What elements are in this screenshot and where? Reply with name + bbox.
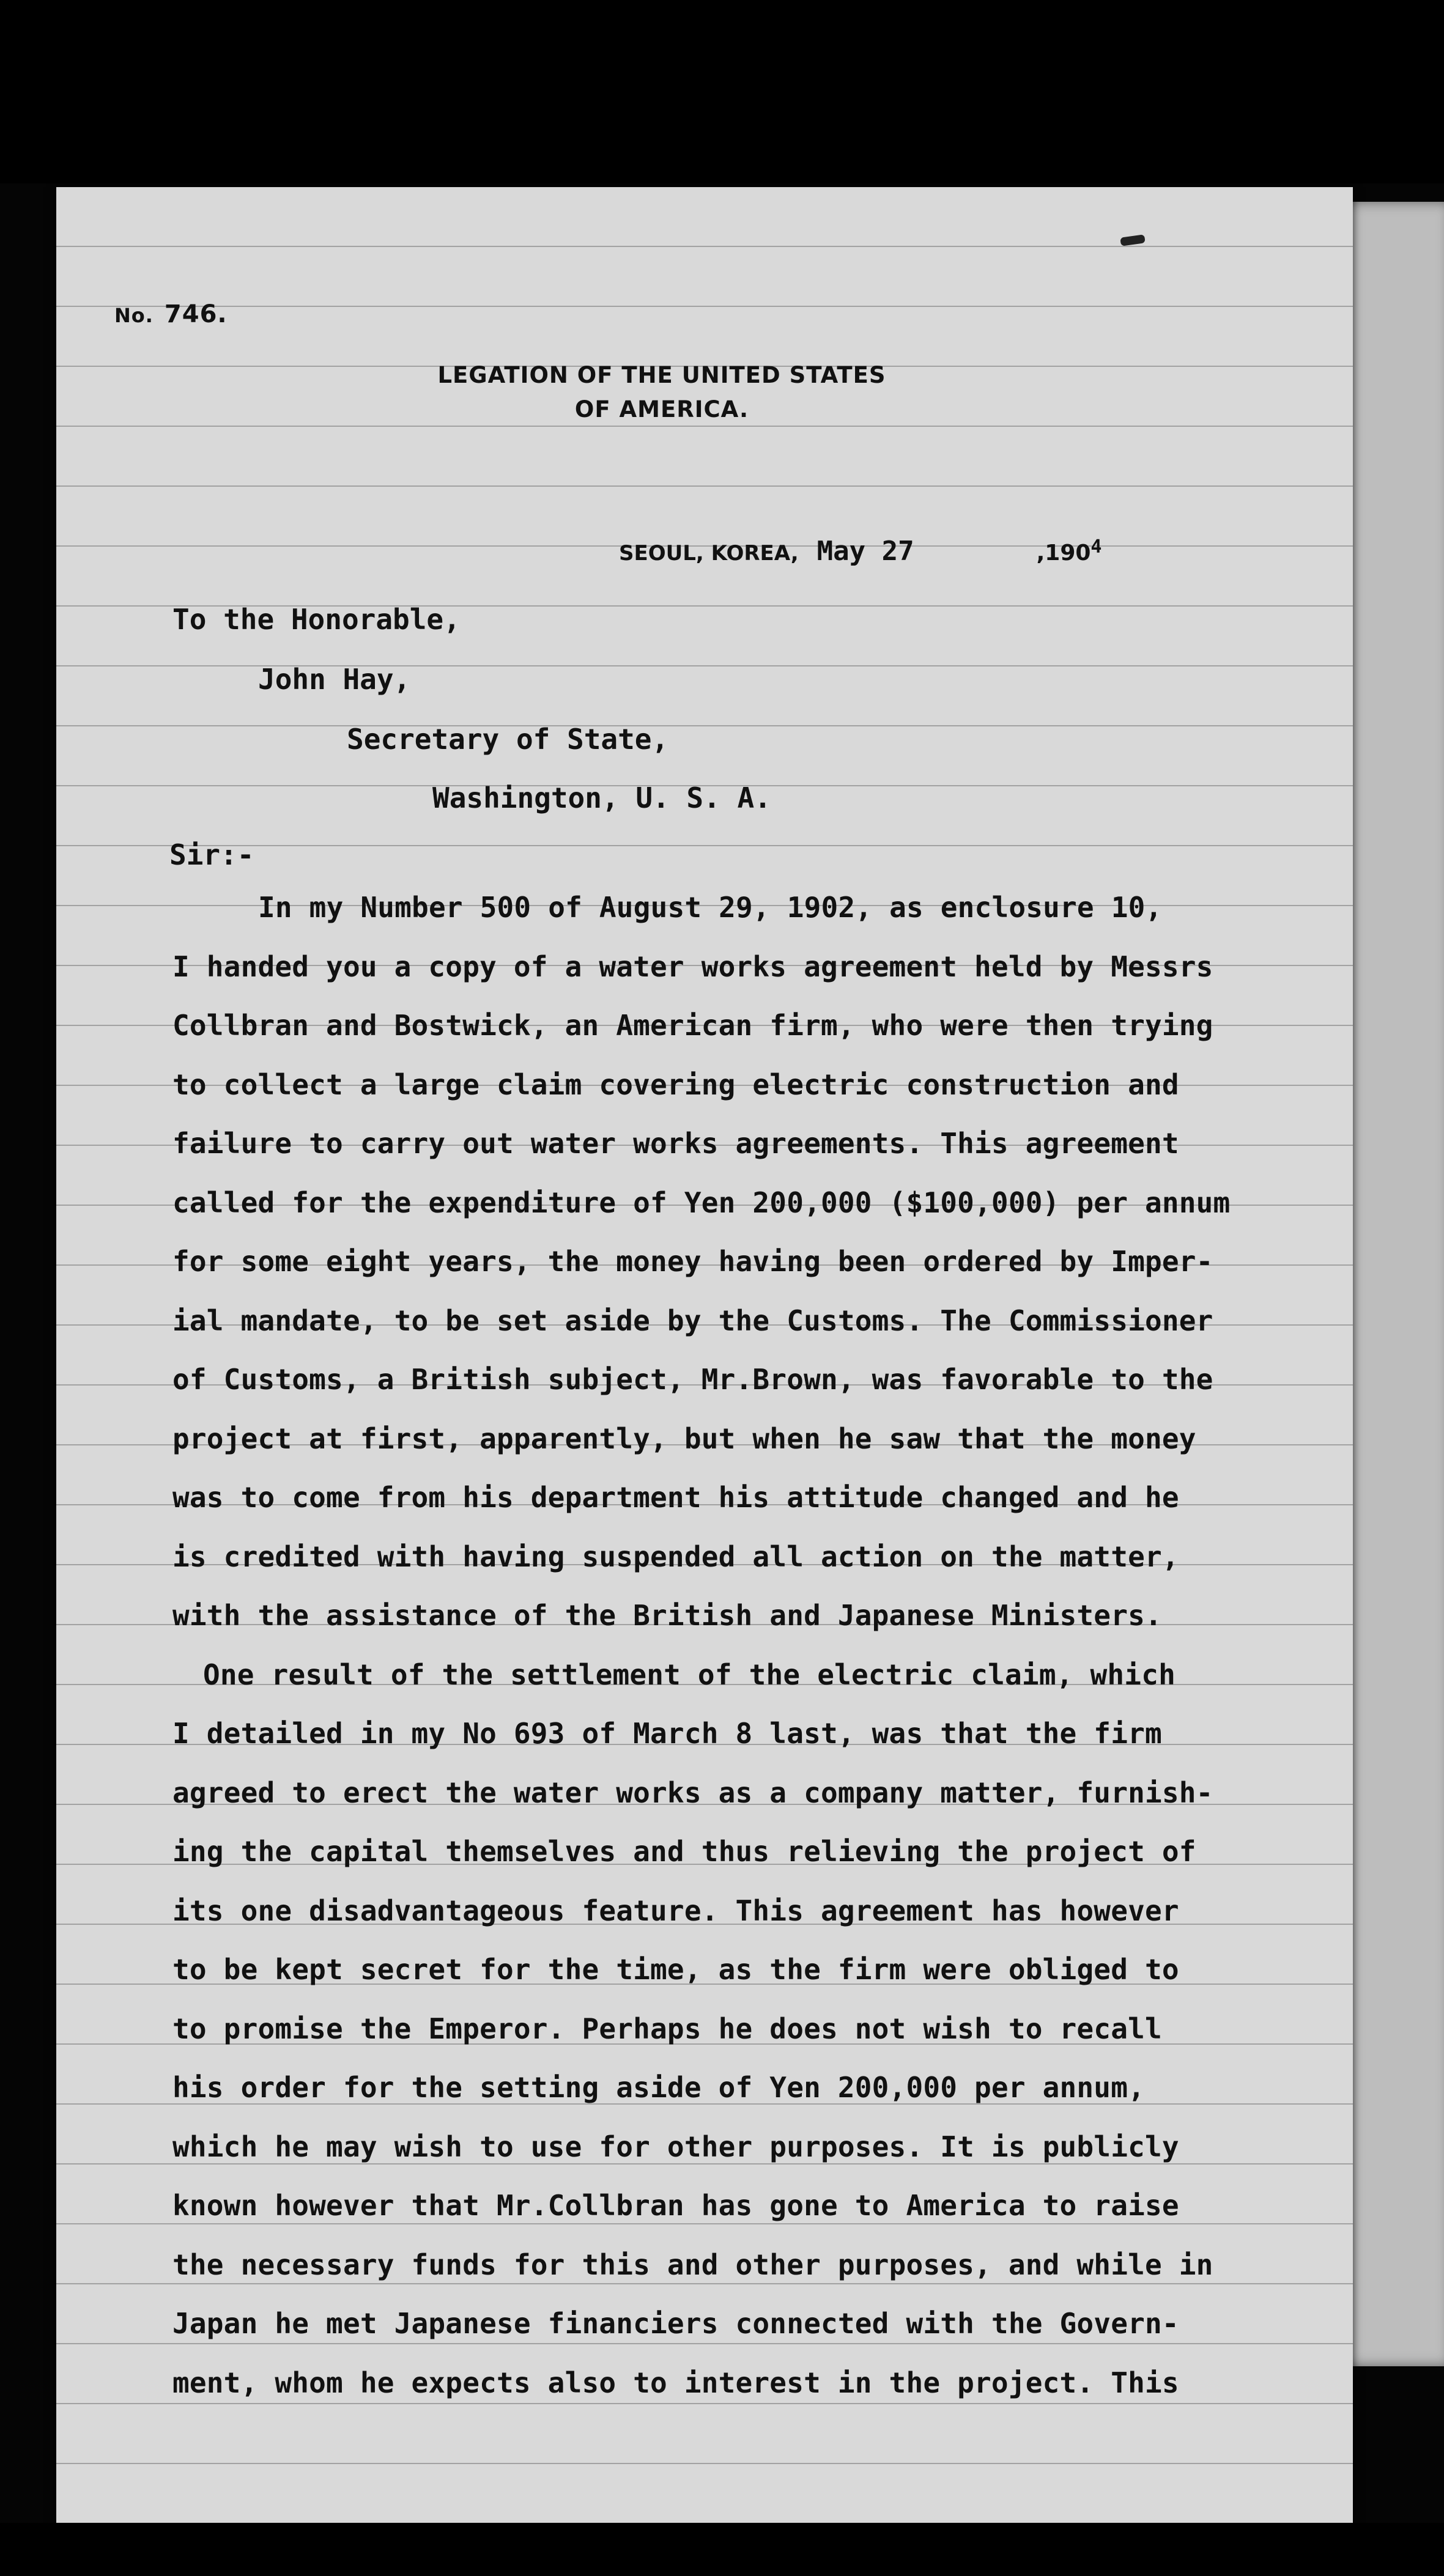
body-line: In my Number 500 of August 29, 1902, as enclosure 10, — [258, 891, 1163, 924]
body-line: Collbran and Bostwick, an American firm, who were then trying — [172, 1009, 1213, 1042]
address-line-4: Washington, U. S. A. — [432, 781, 771, 814]
body-line: known however that Mr.Collbran has gone to America to raise — [172, 2189, 1179, 2222]
letterhead-line-2: OF AMERICA. — [574, 396, 749, 423]
film-border-bottom — [0, 2523, 1444, 2576]
ink-mark — [1120, 234, 1146, 246]
letterhead-line-1: LEGATION OF THE UNITED STATES — [437, 362, 886, 388]
body-line: to collect a large claim covering electric construction and — [172, 1068, 1179, 1101]
body-line: for some eight years, the money having been ordered by Imper- — [172, 1245, 1213, 1278]
dateline — [619, 536, 1231, 567]
body-line: ing the capital themselves and thus relieving the project of — [172, 1835, 1196, 1868]
body-line: I handed you a copy of a water works agreement held by Messrs — [172, 950, 1213, 983]
address-line-1: To the Honorable, — [172, 603, 461, 636]
body-line: project at first, apparently, but when he saw that the money — [172, 1422, 1196, 1455]
body-line: ial mandate, to be set aside by the Customs. The Commissioner — [172, 1304, 1213, 1337]
body-line: the necessary funds for this and other purposes, and while in — [172, 2248, 1213, 2281]
dateline-year: ,190 — [1036, 541, 1091, 566]
body-line: One result of the settlement of the electric claim, which — [203, 1658, 1176, 1691]
document-number — [114, 300, 228, 328]
body-line: called for the expenditure of Yen 200,000 ($100,000) per annum — [172, 1186, 1231, 1219]
body-line: ment, whom he expects also to interest in the project. This — [172, 2366, 1179, 2399]
body-line: was to come from his department his attitude changed and he — [172, 1481, 1179, 1514]
body-line: its one disadvantageous feature. This agreement has however — [172, 1894, 1179, 1927]
body-line: of Customs, a British subject, Mr.Brown, was favorable to the — [172, 1363, 1213, 1396]
dateline-month-day: May 27 — [816, 536, 914, 567]
address-line-2: John Hay, — [258, 663, 411, 696]
body-line: Japan he met Japanese financiers connected with the Govern- — [172, 2307, 1179, 2340]
dateline-year-digit: 4 — [1090, 536, 1102, 558]
body-line: I detailed in my No 693 of March 8 last, was that the firm — [172, 1717, 1162, 1750]
body-line: to be kept secret for the time, as the firm were obliged to — [172, 1953, 1179, 1986]
body-line: his order for the setting aside of Yen 200,000 per annum, — [172, 2071, 1145, 2104]
body-line: which he may wish to use for other purposes. It is publicly — [172, 2130, 1179, 2163]
body-line: with the assistance of the British and Japanese Ministers. — [172, 1599, 1162, 1632]
number-label: No. — [114, 304, 154, 327]
body-line: agreed to erect the water works as a company matter, furnish- — [172, 1776, 1213, 1809]
dateline-place: SEOUL, KOREA, — [619, 541, 799, 566]
letterhead — [374, 358, 949, 427]
address-line-3: Secretary of State, — [347, 723, 669, 756]
body-line: failure to carry out water works agreements. This agreement — [172, 1127, 1179, 1160]
film-border-top — [0, 0, 1444, 183]
letter-page — [56, 187, 1353, 2523]
letter-body — [172, 878, 1335, 2412]
body-line: to promise the Emperor. Perhaps he does not wish to recall — [172, 2012, 1162, 2045]
salutation: Sir:- — [169, 838, 254, 871]
number-value: 746. — [164, 300, 228, 328]
body-line: is credited with having suspended all action on the matter, — [172, 1540, 1179, 1573]
